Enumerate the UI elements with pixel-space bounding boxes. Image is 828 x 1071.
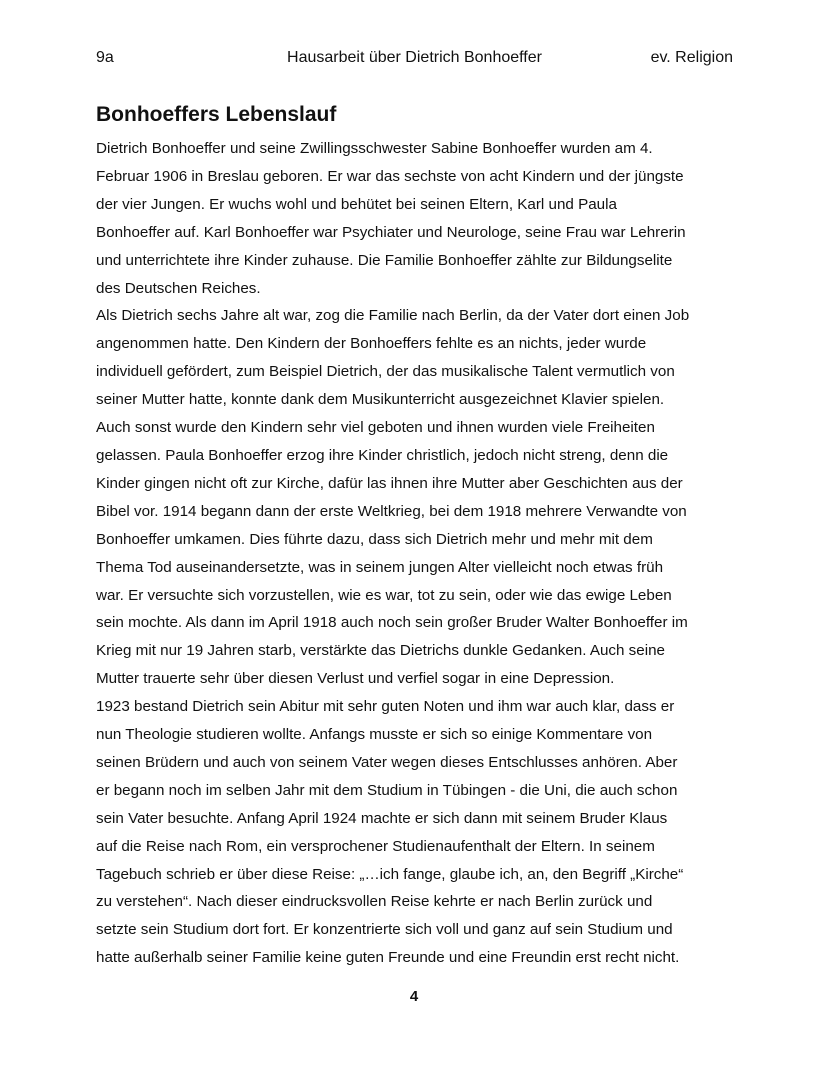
text-line: Bonhoeffer auf. Karl Bonhoeffer war Psychiater und Neurologe, seine Frau war Lehrerin [96,223,686,241]
text-line: individuell gefördert, zum Beispiel Dietrich, der das musikalische Talent vermutlich von [96,363,675,381]
text-line: sein Vater besuchte. Anfang April 1924 machte er sich dann mit seinem Bruder Klaus [96,809,668,827]
text-line: war. Er versuchte sich vorzustellen, wie es war, tot zu sein, oder wie das ewige Leben [96,586,672,604]
text-line: sein mochte. Als dann im April 1918 auch noch sein großer Bruder Walter Bonhoeffer im [96,614,688,632]
text-line: der vier Jungen. Er wuchs wohl und behütet bei seinen Eltern, Karl und Paula [96,195,617,213]
text-line: Kinder gingen nicht oft zur Kirche, dafür las ihnen ihre Mutter aber Geschichten aus der [96,474,683,492]
text-line: setzte sein Studium dort fort. Er konzentrierte sich voll und ganz auf sein Studium und [96,921,673,939]
text-line: nun Theologie studieren wollte. Anfangs musste er sich so einige Kommentare von [96,726,653,744]
section-title: Bonhoeffers Lebenslauf [96,103,337,126]
text-line: Auch sonst wurde den Kindern sehr viel geboten und ihnen wurden viele Freiheiten [96,419,655,437]
text-line: Thema Tod auseinandersetzte, was in seinem jungen Alter vielleicht noch etwas früh [96,558,664,576]
text-line: Tagebuch schrieb er über diese Reise: „…ich fange, glaube ich, an, den Begriff „Kirche“ [96,865,684,883]
page-number: 4 [409,988,419,1005]
page-header [96,47,733,69]
text-line: angenommen hatte. Den Kindern der Bonhoeffers fehlte es an nichts, jeder wurde [96,335,647,353]
text-line: Februar 1906 in Breslau geboren. Er war das sechste von acht Kindern und der jüngste [96,167,684,185]
text-line: Krieg mit nur 19 Jahren starb, verstärkte das Dietrichs dunkle Gedanken. Auch seine [96,642,665,660]
text-line: er begann noch im selben Jahr mit dem Studium in Tübingen - die Uni, die auch schon [96,781,678,799]
text-line: des Deutschen Reiches. [96,279,261,297]
text-line: gelassen. Paula Bonhoeffer erzog ihre Kinder christlich, jedoch nicht streng, denn die [96,446,669,464]
text-line: Bibel vor. 1914 begann dann der erste Weltkrieg, bei dem 1918 mehrere Verwandte von [96,502,687,520]
header-subject: ev. Religion [650,49,733,66]
text-line: Bonhoeffer umkamen. Dies führte dazu, dass sich Dietrich mehr und mehr mit dem [96,530,653,548]
text-line: seiner Mutter hatte, konnte dank dem Musikunterricht ausgezeichnet Klavier spielen. [96,391,665,409]
text-line: 1923 bestand Dietrich sein Abitur mit sehr guten Noten und ihm war auch klar, dass er [96,698,675,716]
text-line: zu verstehen“. Nach dieser eindrucksvollen Reise kehrte er nach Berlin zurück und [96,893,653,911]
header-title: Hausarbeit über Dietrich Bonhoeffer [287,49,542,66]
text-line: Dietrich Bonhoeffer und seine Zwillingsschwester Sabine Bonhoeffer wurden am 4. [96,140,653,157]
text-line: seinen Brüdern und auch von seinem Vater wegen dieses Entschlusses anhören. Aber [96,753,678,771]
text-line: Mutter trauerte sehr über diesen Verlust und verfiel sogar in eine Depression. [96,670,615,688]
text-line: und unterrichtete ihre Kinder zuhause. Die Familie Bonhoeffer zählte zur Bildungselite [96,251,673,269]
text-line: Als Dietrich sechs Jahre alt war, zog die Familie nach Berlin, da der Vater dort einen Job [96,307,690,325]
header-class: 9a [96,49,114,66]
text-line: auf die Reise nach Rom, ein versprochener Studienaufenthalt der Eltern. In seinem [96,837,655,855]
text-line: hatte außerhalb seiner Familie keine guten Freunde und eine Freundin erst recht nicht. [96,949,680,967]
body-text [96,135,736,972]
